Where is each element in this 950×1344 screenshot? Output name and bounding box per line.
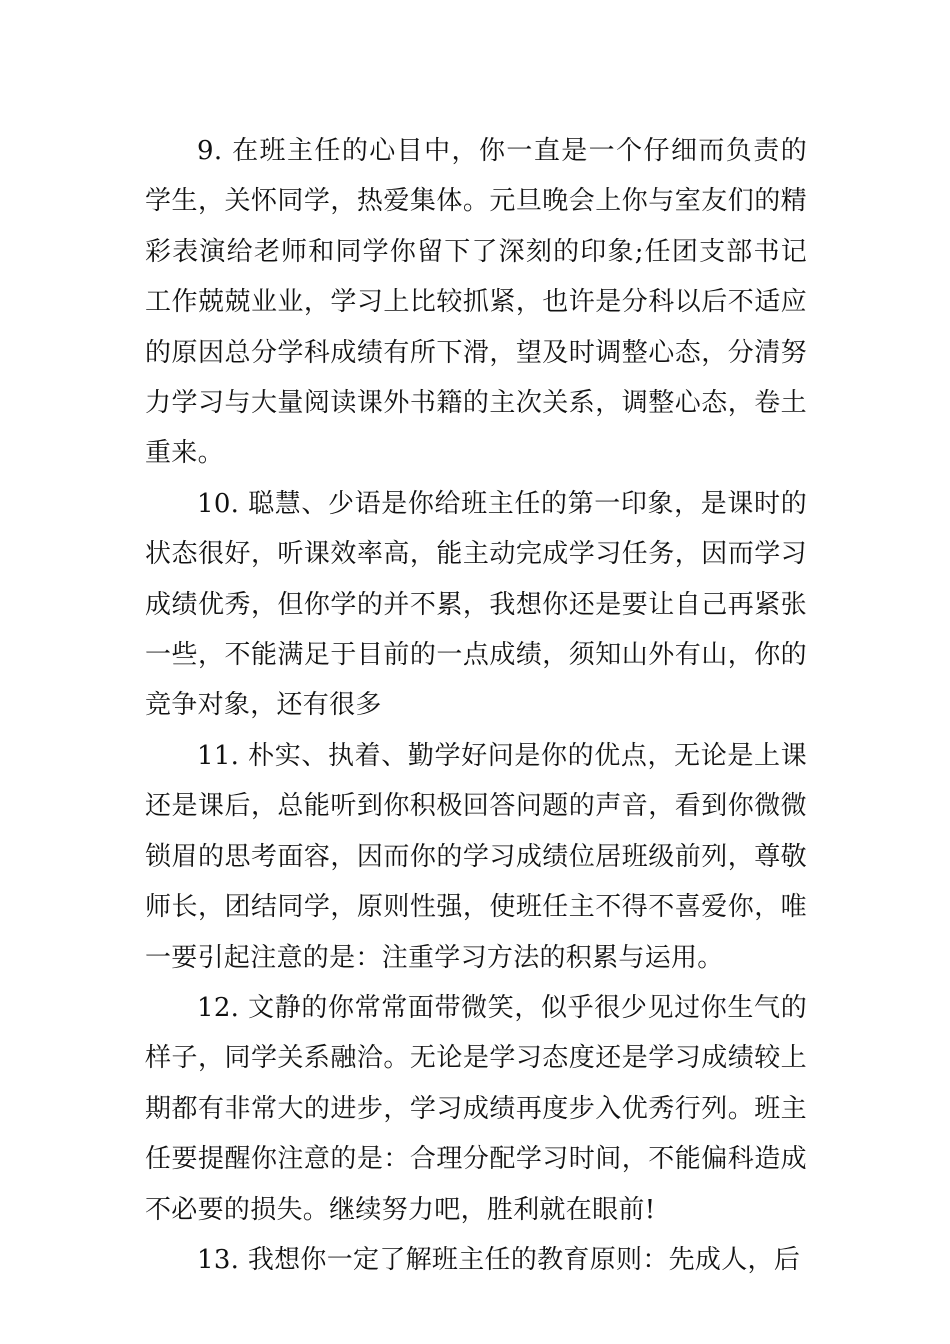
paragraph-11: 11. 朴实、执着、勤学好问是你的优点，无论是上课还是课后，总能听到你积极回答问题的声音，看到你微微锁眉的思考面容，因而你的学习成绩位居班级前列，尊敬师长，团结同学，原则性强，使班任主不得不喜爱你，唯一要引起注意的是：注重学习方法的积累与运用。 — [145, 740, 807, 973]
paragraph-12: 12. 文静的你常常面带微笑，似乎很少见过你生气的样子，同学关系融洽。无论是学习态度还是学习成绩较上期都有非常大的进步，学习成绩再度步入优秀行列。班主任要提醒你注意的是：合理分配学习时间，不能偏科造成不必要的损失。继续努力吧，胜利就在眼前! — [145, 992, 807, 1225]
paragraph-9: 9. 在班主任的心目中，你一直是一个仔细而负责的学生，关怀同学，热爱集体。元旦晚会上你与室友们的精彩表演给老师和同学你留下了深刻的印象;任团支部书记工作兢兢业业，学习上比较抓紧，也许是分科以后不适应的原因总分学科成绩有所下滑，望及时调整心态，分清努力学习与大量阅读课外书籍的主次关系，调整心态，卷土重来。 — [145, 136, 807, 469]
document-body — [145, 126, 807, 1285]
paragraph-10: 10. 聪慧、少语是你给班主任的第一印象，是课时的状态很好，听课效率高，能主动完成学习任务，因而学习成绩优秀，但你学的并不累，我想你还是要让自己再紧张一些，不能满足于目前的一点成绩，须知山外有山，你的竞争对象，还有很多 — [145, 488, 807, 721]
paragraph-13: 13. 我想你一定了解班主任的教育原则：先成人，后 — [197, 1244, 801, 1275]
